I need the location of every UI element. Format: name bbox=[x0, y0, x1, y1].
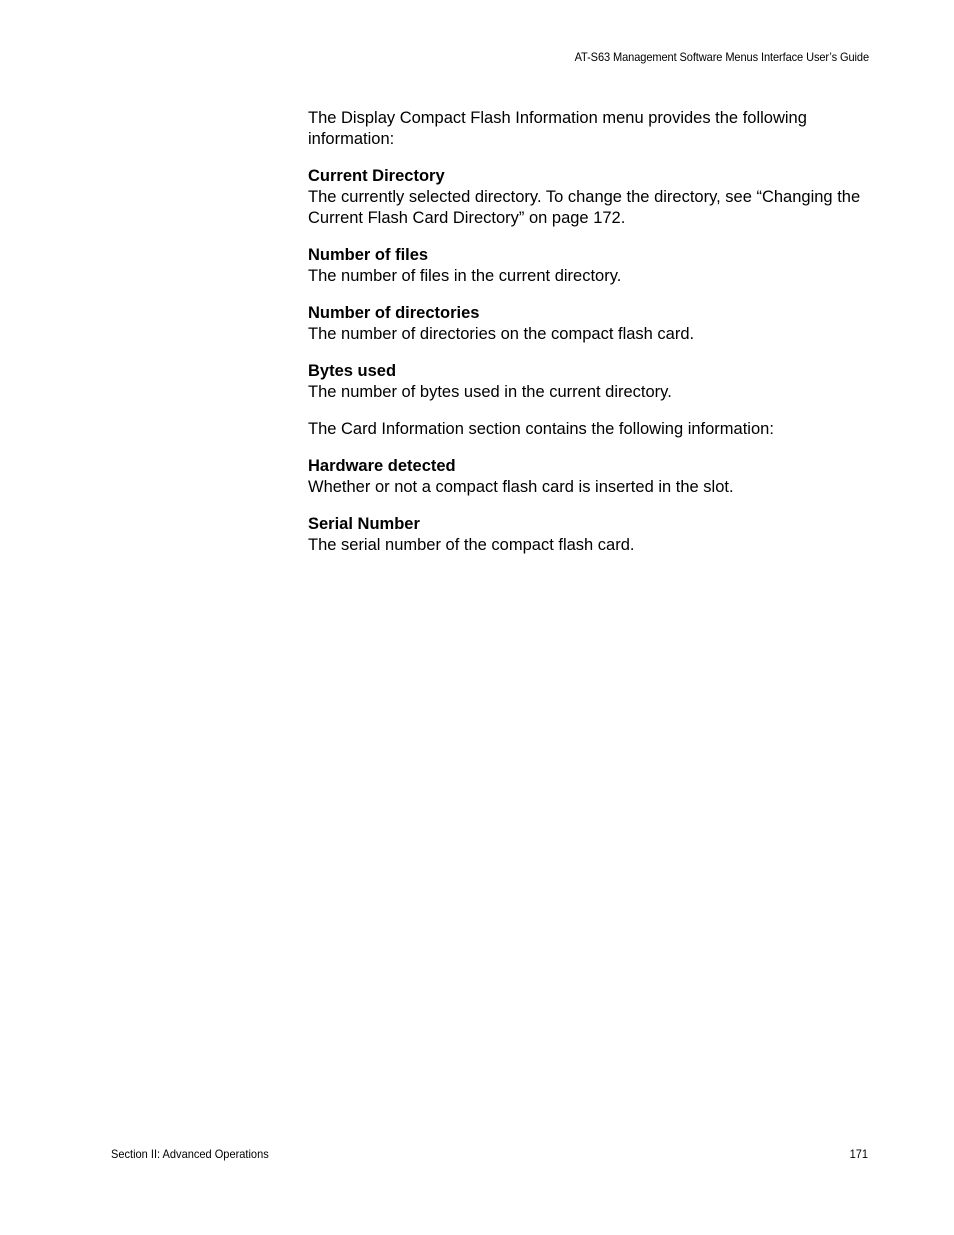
term-current-directory bbox=[308, 166, 868, 229]
term-number-of-files bbox=[308, 245, 868, 287]
term-title: Current Directory bbox=[308, 167, 445, 185]
term-description: The currently selected directory. To change the directory, see “Changing the Current Flash Card Directory” on page 172. bbox=[308, 188, 861, 227]
term-description: Whether or not a compact flash card is inserted in the slot. bbox=[308, 478, 734, 496]
term-number-of-directories bbox=[308, 303, 868, 345]
term-serial-number bbox=[308, 514, 868, 556]
term-title: Serial Number bbox=[308, 515, 420, 533]
term-description: The number of bytes used in the current directory. bbox=[308, 383, 672, 401]
page-number: 171 bbox=[849, 1147, 868, 1161]
main-content bbox=[308, 108, 868, 572]
term-description: The number of files in the current directory. bbox=[308, 267, 622, 285]
term-description: The serial number of the compact flash card. bbox=[308, 536, 635, 554]
running-header: AT-S63 Management Software Menus Interface User’s Guide bbox=[574, 50, 869, 64]
term-hardware-detected bbox=[308, 456, 868, 498]
term-title: Hardware detected bbox=[308, 457, 456, 475]
term-bytes-used bbox=[308, 361, 868, 403]
term-title: Number of directories bbox=[308, 304, 480, 322]
term-description: The number of directories on the compact flash card. bbox=[308, 325, 695, 343]
term-title: Bytes used bbox=[308, 362, 397, 380]
intro-paragraph: The Display Compact Flash Information menu provides the following information: bbox=[308, 109, 807, 148]
card-info-paragraph: The Card Information section contains the following information: bbox=[308, 420, 774, 438]
term-title: Number of files bbox=[308, 246, 429, 264]
footer-section-label: Section II: Advanced Operations bbox=[111, 1147, 269, 1161]
